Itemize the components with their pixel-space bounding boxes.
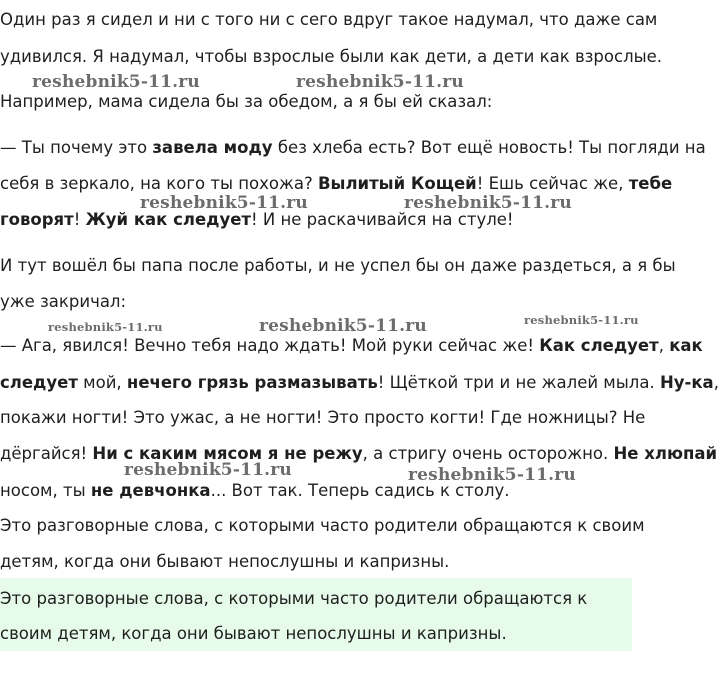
- bold-phrase: как: [669, 336, 703, 355]
- bold-phrase: Не хлюпай: [613, 444, 718, 463]
- bold-phrase: Жуй как следует: [85, 210, 251, 229]
- text-line: Один раз я сидел и ни с того ни с сего вдруг такое надумал, что даже сам: [0, 10, 658, 29]
- text-line: удивился. Я надумал, чтобы взрослые были как дети, а дети как взрослые.: [0, 47, 663, 66]
- text-line: следует мой, нечего грязь размазывать! Щёткой три и не жалей мыла. Ну-ка,: [0, 373, 719, 392]
- bold-phrase: следует: [0, 373, 78, 392]
- bold-phrase: тебе: [628, 174, 673, 193]
- watermark-text: reshebnik5-11.ru: [124, 460, 292, 480]
- text-line: уже закричал:: [0, 292, 127, 311]
- watermark-text: reshebnik5-11.ru: [524, 313, 639, 327]
- watermark-text: reshebnik5-11.ru: [408, 465, 576, 485]
- watermark-text: reshebnik5-11.ru: [48, 320, 163, 334]
- watermark-text: reshebnik5-11.ru: [404, 193, 572, 213]
- text-line: себя в зеркало, на кого ты похожа? Вылитый Кощей! Ешь сейчас же, тебе: [0, 174, 673, 193]
- bold-phrase: Ну-ка: [659, 373, 714, 392]
- bold-phrase: завела моду: [152, 138, 273, 157]
- bold-phrase: говорят: [0, 210, 74, 229]
- text-line: дёргайся! Ни с каким мясом я не режу, а стригу очень осторожно. Не хлюпай: [0, 444, 718, 463]
- text-line: покажи ногти! Это ужас, а не ногти! Это просто когти! Где ножницы? Не: [0, 408, 646, 427]
- text-line: Например, мама сидела бы за обедом, а я бы ей сказал:: [0, 92, 493, 111]
- bold-phrase: нечего грязь размазывать: [126, 373, 378, 392]
- text-line: говорят! Жуй как следует! И не раскачивайся на стуле!: [0, 210, 514, 229]
- text-line: носом, ты не девчонка... Вот так. Теперь садись к столу.: [0, 481, 510, 500]
- bold-phrase: не девчонка: [90, 481, 211, 500]
- text-line: детям, когда они бывают непослушны и капризны.: [0, 552, 450, 571]
- bold-phrase: Ни с каким мясом я не режу: [92, 444, 363, 463]
- watermark-text: reshebnik5-11.ru: [259, 316, 427, 336]
- watermark-text: reshebnik5-11.ru: [140, 193, 308, 213]
- text-line: — Ты почему это завела моду без хлеба есть? Вот ещё новость! Ты погляди на: [0, 138, 706, 157]
- answer-text-line: Это разговорные слова, с которыми часто родители обращаются к: [0, 589, 588, 608]
- text-line: — Ага, явился! Вечно тебя надо ждать! Мой руки сейчас же! Как следует, как: [0, 336, 703, 355]
- answer-text-line: своим детям, когда они бывают непослушны и капризны.: [0, 624, 507, 643]
- watermark-text: reshebnik5-11.ru: [32, 72, 200, 92]
- watermark-text: reshebnik5-11.ru: [296, 72, 464, 92]
- text-line: Это разговорные слова, с которыми часто родители обращаются к своим: [0, 516, 645, 535]
- bold-phrase: Вылитый Кощей: [317, 174, 477, 193]
- text-line: И тут вошёл бы папа после работы, и не успел бы он даже раздеться, а я бы: [0, 256, 676, 275]
- bold-phrase: Как следует: [539, 336, 659, 355]
